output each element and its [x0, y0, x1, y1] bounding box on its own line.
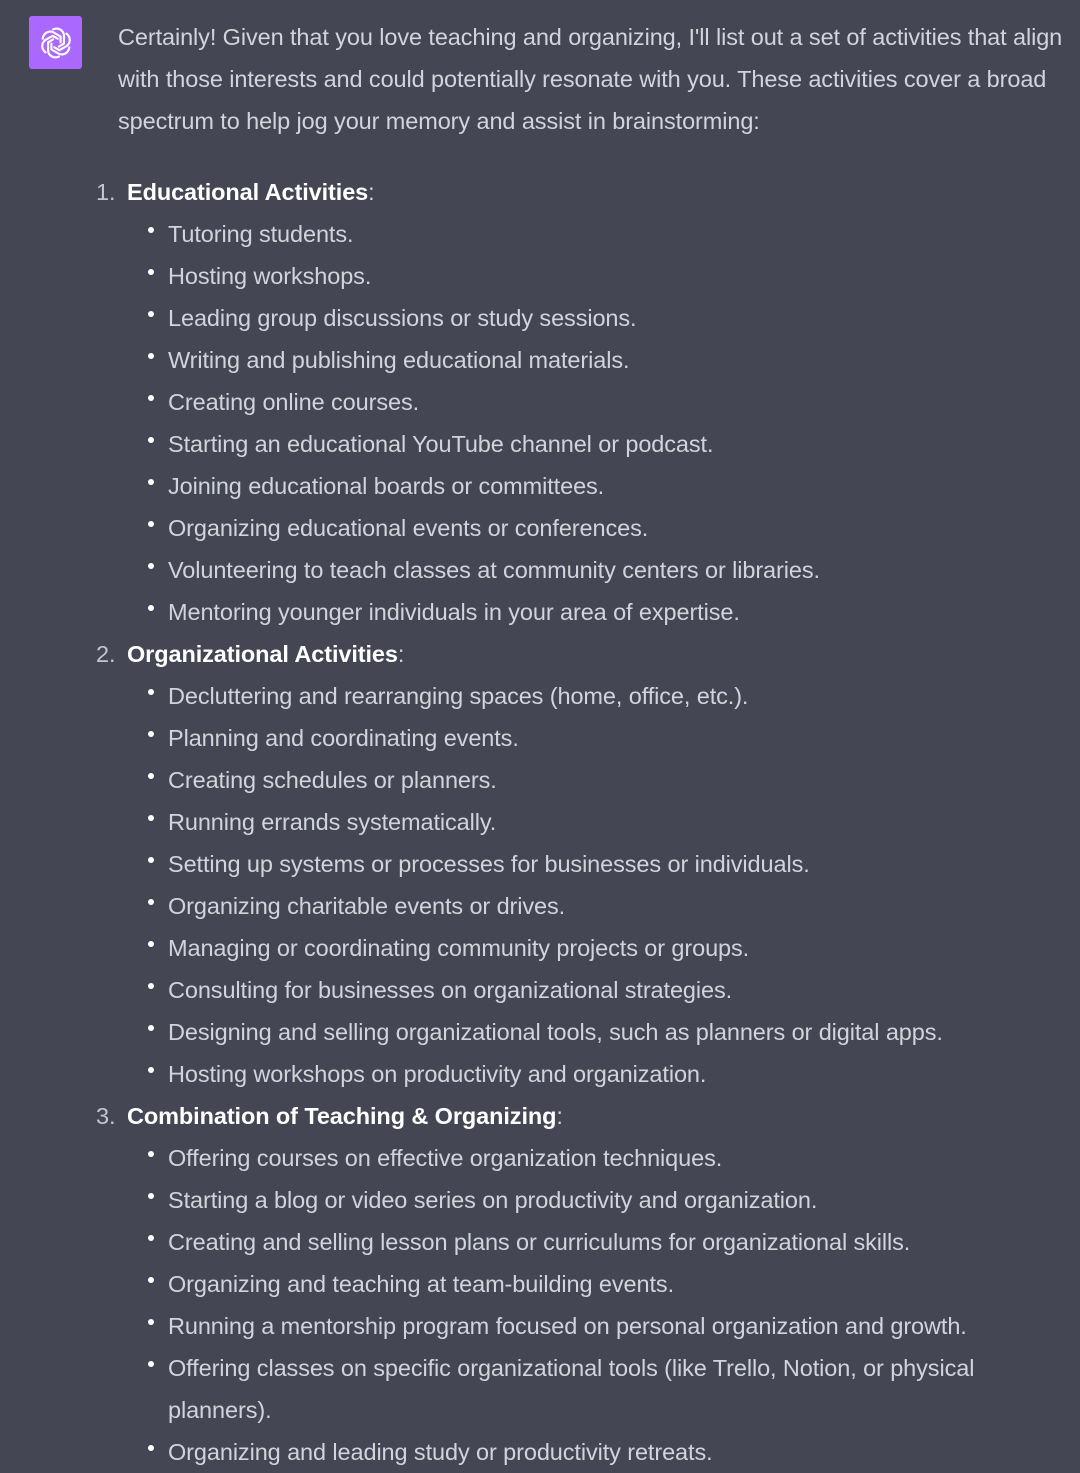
list-item	[127, 213, 1080, 255]
list-item	[127, 1053, 1080, 1095]
section-title: Organizational Activities	[127, 641, 398, 667]
list-item-text: Designing and selling organizational tools, such as planners or digital apps.	[168, 1019, 943, 1045]
list-item-text: Planning and coordinating events.	[168, 725, 519, 751]
list-item-text: Organizing and teaching at team-building events.	[168, 1271, 674, 1297]
list-item-text: Leading group discussions or study sessions.	[168, 305, 637, 331]
activity-sections-list	[96, 171, 1080, 1473]
list-item-text: Starting a blog or video series on productivity and organization.	[168, 1187, 818, 1213]
list-item-text: Starting an educational YouTube channel or podcast.	[168, 431, 714, 457]
list-item-text: Joining educational boards or committees.	[168, 473, 605, 499]
assistant-avatar	[29, 16, 82, 69]
section-heading	[127, 171, 1080, 213]
list-item-text: Writing and publishing educational materials.	[168, 347, 630, 373]
section-number: 2.	[96, 641, 116, 667]
list-item	[127, 759, 1080, 801]
list-item-text: Creating and selling lesson plans or curriculums for organizational skills.	[168, 1229, 911, 1255]
list-item	[127, 675, 1080, 717]
list-item	[127, 969, 1080, 1011]
bullet-list	[127, 675, 1080, 1095]
list-item-text: Hosting workshops on productivity and organization.	[168, 1061, 707, 1087]
list-item-text: Organizing and leading study or productivity retreats.	[168, 1439, 713, 1465]
message-content	[96, 16, 1080, 1473]
list-item-text: Offering courses on effective organization techniques.	[168, 1145, 723, 1171]
list-item-text: Managing or coordinating community projects or groups.	[168, 935, 750, 961]
intro-line: Certainly! Given that you love teaching and organizing, I'll list out a set of activities that align	[118, 24, 1063, 50]
intro-paragraph	[118, 16, 1080, 142]
bullet-list	[127, 213, 1080, 633]
list-item	[127, 465, 1080, 507]
section-item	[96, 171, 1080, 633]
list-item	[127, 1347, 1080, 1431]
section-title-suffix: :	[397, 641, 405, 667]
list-item-text: Offering classes on specific organizational tools (like Trello, Notion, or physical planners).	[168, 1355, 975, 1423]
list-item	[127, 591, 1080, 633]
list-item-text: Organizing educational events or conferences.	[168, 515, 649, 541]
section-item	[96, 1095, 1080, 1473]
list-item	[127, 297, 1080, 339]
list-item-text: Mentoring younger individuals in your area of expertise.	[168, 599, 740, 625]
intro-line: spectrum to help jog your memory and assist in brainstorming:	[118, 108, 760, 134]
list-item	[127, 507, 1080, 549]
list-item-text: Running a mentorship program focused on personal organization and growth.	[168, 1313, 967, 1339]
section-item	[96, 633, 1080, 1095]
list-item	[127, 255, 1080, 297]
list-item	[127, 885, 1080, 927]
section-title: Combination of Teaching & Organizing	[127, 1103, 557, 1129]
section-title-suffix: :	[556, 1103, 563, 1129]
openai-logo-icon	[38, 25, 74, 61]
list-item	[127, 843, 1080, 885]
section-title-suffix: :	[368, 179, 375, 205]
section-number: 1.	[96, 179, 116, 205]
list-item-text: Decluttering and rearranging spaces (home, office, etc.).	[168, 683, 749, 709]
section-number: 3.	[96, 1103, 116, 1129]
list-item	[127, 1263, 1080, 1305]
list-item	[127, 1137, 1080, 1179]
section-title: Educational Activities	[127, 179, 369, 205]
list-item	[127, 339, 1080, 381]
list-item	[127, 801, 1080, 843]
list-item	[127, 423, 1080, 465]
list-item	[127, 1431, 1080, 1473]
list-item-text: Consulting for businesses on organizational strategies.	[168, 977, 733, 1003]
list-item	[127, 1179, 1080, 1221]
list-item	[127, 927, 1080, 969]
list-item	[127, 381, 1080, 423]
list-item	[127, 717, 1080, 759]
list-item-text: Setting up systems or processes for businesses or individuals.	[168, 851, 810, 877]
list-item-text: Volunteering to teach classes at community centers or libraries.	[168, 557, 820, 583]
list-item-text: Creating schedules or planners.	[168, 767, 497, 793]
list-item-text: Hosting workshops.	[168, 263, 372, 289]
bullet-list	[127, 1137, 1080, 1473]
list-item-text: Organizing charitable events or drives.	[168, 893, 566, 919]
list-item	[127, 1305, 1080, 1347]
intro-line: with those interests and could potentially resonate with you. These activities cover a broad	[118, 66, 1047, 92]
list-item	[127, 549, 1080, 591]
list-item	[127, 1011, 1080, 1053]
list-item	[127, 1221, 1080, 1263]
section-heading	[127, 1095, 1080, 1137]
section-heading	[127, 633, 1080, 675]
list-item-text: Running errands systematically.	[168, 809, 497, 835]
list-item-text: Creating online courses.	[168, 389, 420, 415]
list-item-text: Tutoring students.	[168, 221, 354, 247]
